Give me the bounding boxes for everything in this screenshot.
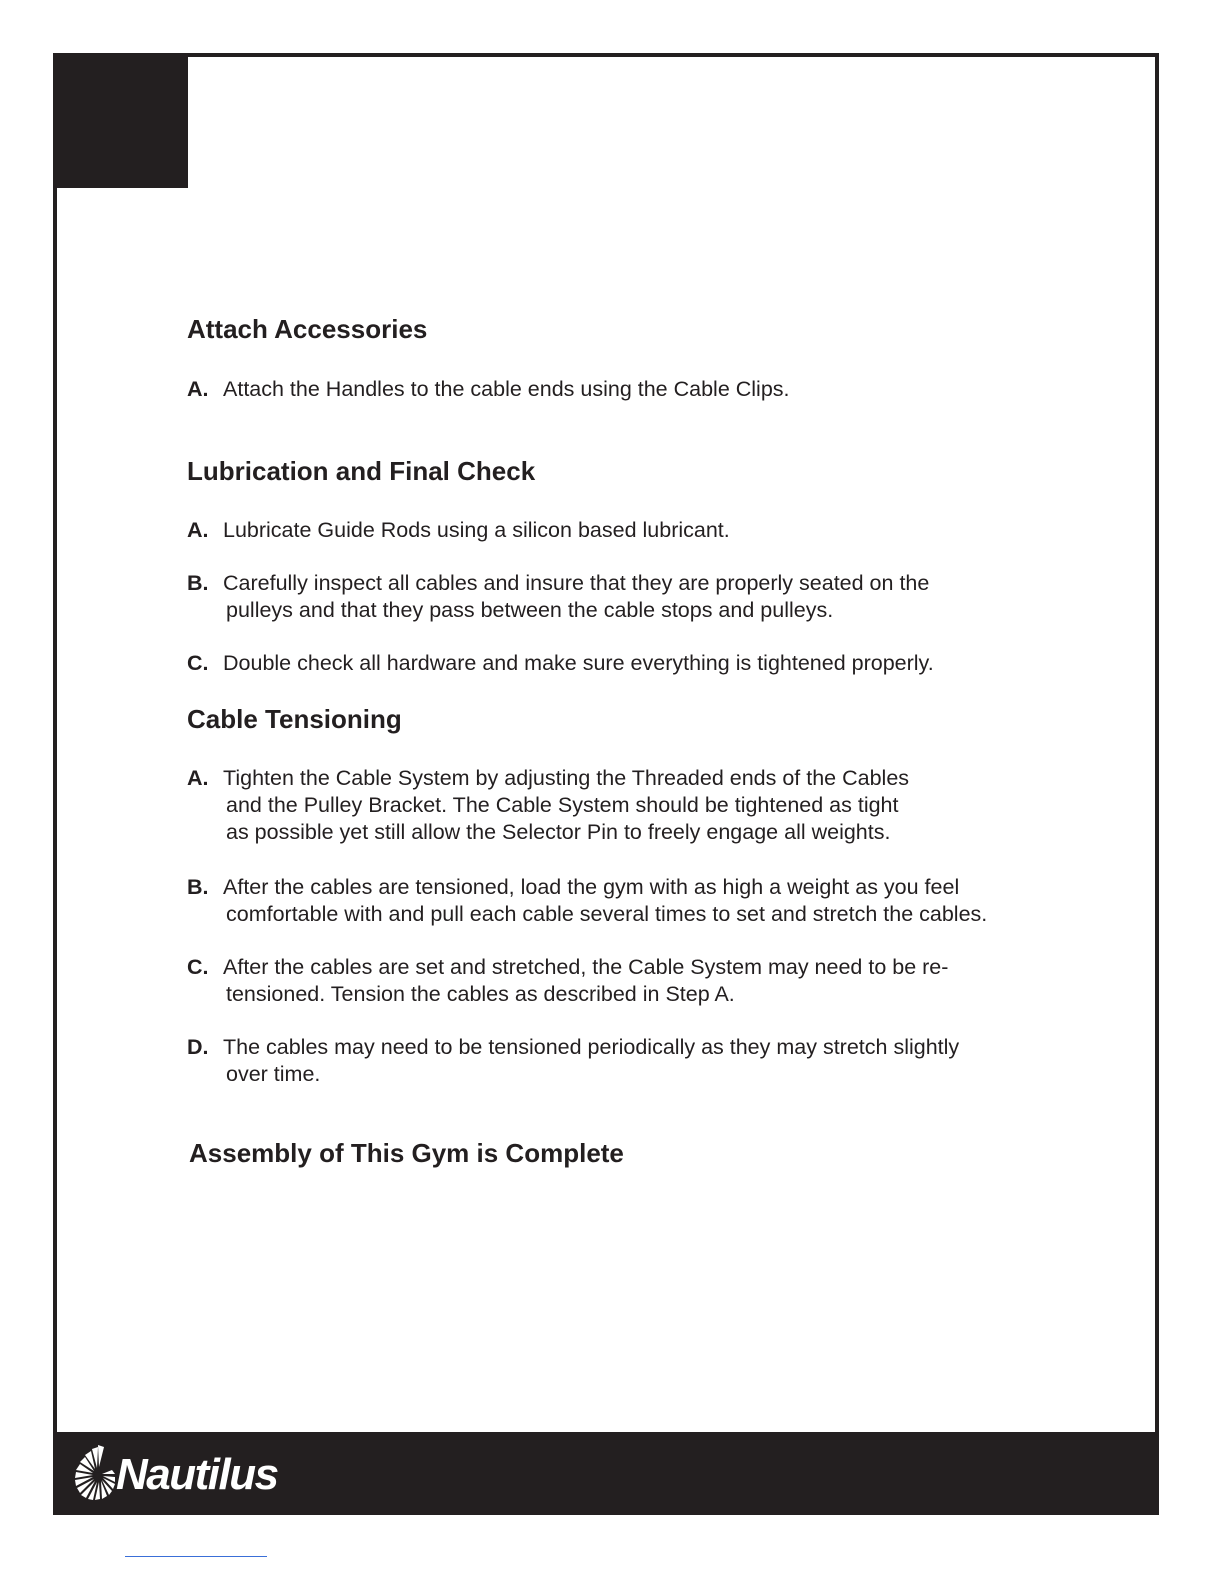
step-text-continued: comfortable with and pull each cable several times to set and stretch the cables. xyxy=(226,902,988,926)
step-text: Attach the Handles to the cable ends using the Cable Clips. xyxy=(223,377,790,401)
step-text-continued: over time. xyxy=(226,1062,321,1086)
step-item xyxy=(187,570,929,624)
step-text-continued: pulleys and that they pass between the cable stops and pulleys. xyxy=(226,598,834,622)
step-item xyxy=(187,517,730,544)
step-letter: A. xyxy=(187,518,209,542)
step-item xyxy=(187,1034,959,1088)
step-text: After the cables are tensioned, load the gym with as high a weight as you feel xyxy=(223,875,960,899)
nautilus-shell-icon xyxy=(72,1443,118,1501)
step-text: The cables may need to be tensioned periodically as they may stretch slightly xyxy=(223,1035,960,1059)
step-item xyxy=(187,874,987,928)
section-heading-lubrication: Lubrication and Final Check xyxy=(187,456,536,486)
step-text: Carefully inspect all cables and insure that they are properly seated on the xyxy=(223,571,930,595)
step-letter: B. xyxy=(187,571,209,595)
assembly-complete-heading: Assembly of This Gym is Complete xyxy=(189,1138,624,1168)
step-text: Double check all hardware and make sure everything is tightened properly. xyxy=(223,651,934,675)
step-item xyxy=(187,954,948,1008)
step-text-continued: and the Pulley Bracket. The Cable System should be tightened as tight xyxy=(226,793,899,817)
corner-tab-block xyxy=(55,55,188,188)
step-letter: C. xyxy=(187,651,209,675)
section-heading-cable-tensioning: Cable Tensioning xyxy=(187,704,402,734)
step-letter: B. xyxy=(187,875,209,899)
step-text: After the cables are set and stretched, the Cable System may need to be re- xyxy=(223,955,949,979)
step-text-continued: as possible yet still allow the Selector Pin to freely engage all weights. xyxy=(226,820,891,844)
step-text-continued: tensioned. Tension the cables as described in Step A. xyxy=(226,982,735,1006)
step-item xyxy=(187,765,909,846)
step-item xyxy=(187,376,790,403)
page-link-underline[interactable] xyxy=(125,1556,267,1557)
step-letter: A. xyxy=(187,766,209,790)
step-text: Lubricate Guide Rods using a silicon based lubricant. xyxy=(223,518,730,542)
step-text: Tighten the Cable System by adjusting the Threaded ends of the Cables xyxy=(223,766,910,790)
step-item xyxy=(187,650,934,677)
step-letter: A. xyxy=(187,377,209,401)
brand-name: Nautilus xyxy=(116,1450,278,1499)
step-letter: C. xyxy=(187,955,209,979)
section-heading-attach-accessories: Attach Accessories xyxy=(187,314,428,344)
step-letter: D. xyxy=(187,1035,209,1059)
brand-logo xyxy=(72,1442,278,1502)
